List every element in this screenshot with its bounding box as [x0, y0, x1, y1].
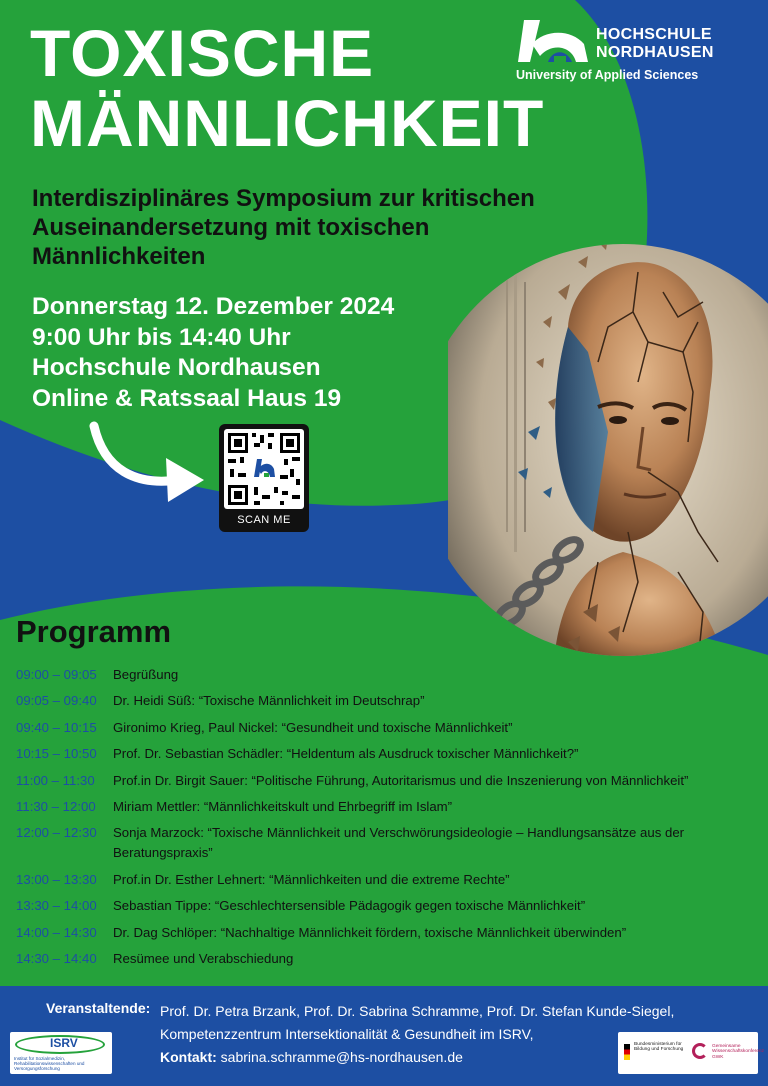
- funding-logos: [618, 1032, 764, 1074]
- schedule-time: 10:15 – 10:50: [16, 746, 97, 762]
- schedule-desc: Gironimo Krieg, Paul Nickel: “Gesundheit und toxische Männlichkeit”: [113, 719, 513, 735]
- schedule-desc: Miriam Mettler: “Männlichkeitskult und Ehrbegriff im Islam”: [113, 798, 453, 814]
- isrv-name: ISRV: [50, 1036, 78, 1050]
- subtitle-line-2: Auseinandersetzung mit toxischen: [32, 214, 430, 241]
- event-details: [32, 292, 394, 414]
- title-line-1: TOXISCHE: [30, 16, 375, 90]
- qr-code-icon[interactable]: [224, 429, 304, 509]
- schedule-time: 09:40 – 10:15: [16, 719, 97, 735]
- schedule-row: [16, 718, 766, 738]
- schedule-time: 14:30 – 14:40: [16, 950, 97, 966]
- schedule-time: 09:05 – 09:40: [16, 693, 97, 709]
- schedule-row: [16, 797, 766, 817]
- event-venue: Hochschule Nordhausen: [32, 354, 321, 381]
- event-date: Donnerstag 12. Dezember 2024: [32, 293, 395, 320]
- schedule-desc: Sonja Marzock: “Toxische Männlichkeit und Verschwörungsideologie – Handlungsansätze aus der Beratungspraxis”: [113, 825, 685, 861]
- schedule-row: [16, 665, 766, 685]
- schedule-time: 12:00 – 12:30: [16, 825, 97, 841]
- schedule-desc: Prof.in Dr. Esther Lehnert: “Männlichkeiten und die extreme Rechte”: [113, 871, 510, 887]
- organizers-line-1: Prof. Dr. Petra Brzank, Prof. Dr. Sabrina Schramme, Prof. Dr. Stefan Kunde-Siegel,: [160, 1003, 675, 1019]
- curved-arrow-icon: [86, 418, 216, 508]
- contact-label: Kontakt:: [160, 1049, 217, 1065]
- schedule-row: [16, 896, 766, 916]
- schedule-time: 09:00 – 09:05: [16, 667, 97, 682]
- event-time: 9:00 Uhr bis 14:40 Uhr: [32, 323, 291, 351]
- gwk-ring-icon: [692, 1043, 708, 1059]
- university-tagline: University of Applied Sciences: [516, 68, 699, 82]
- subtitle-line-3: Männlichkeiten: [32, 243, 206, 270]
- schedule-row: [16, 744, 766, 764]
- organizers-label: Veranstaltende:: [46, 1000, 151, 1016]
- schedule-desc: Begrüßung: [113, 667, 179, 682]
- university-name-line-1: HOCHSCHULE: [596, 26, 712, 43]
- isrv-description: Institut für Sozialmedizin, Rehabilitationswissenschaften und Versorgungsforschung: [14, 1056, 85, 1072]
- schedule-desc: Resümee und Verabschiedung: [113, 950, 294, 966]
- schedule-desc: Dr. Dag Schlöper: “Nachhaltige Männlichkeit fördern, toxische Männlichkeit überwinden”: [113, 924, 627, 940]
- schedule-time: 13:00 – 13:30: [16, 871, 97, 887]
- qr-pattern: [224, 429, 304, 509]
- schedule-time: 14:00 – 14:30: [16, 924, 97, 940]
- schedule-row: [16, 691, 766, 711]
- scan-me-label: SCAN ME: [237, 514, 291, 526]
- bmbf-text: Bundesministerium für Bildung und Forschung: [634, 1042, 684, 1053]
- schedule-list: [16, 665, 766, 975]
- schedule-row: [16, 823, 766, 863]
- schedule-time: 13:30 – 14:00: [16, 898, 97, 914]
- gwk-text: Gemeinsame Wissenschaftskonferenz GWK: [712, 1044, 764, 1060]
- qr-code[interactable]: [219, 424, 309, 532]
- isrv-logo: [10, 1032, 112, 1074]
- organizers-line-2: Kompetenzzentrum Intersektionalität & Gesundheit im ISRV,: [160, 1026, 534, 1042]
- subtitle-line-1: Interdisziplinäres Symposium zur kritischen: [32, 185, 535, 212]
- cracked-head-illustration: [448, 232, 768, 674]
- university-name-line-2: NORDHAUSEN: [596, 44, 714, 61]
- university-name: [596, 26, 714, 62]
- schedule-desc: Prof. Dr. Sebastian Schädler: “Heldentum als Ausdruck toxischer Männlichkeit?”: [113, 746, 579, 762]
- event-title: [30, 18, 544, 158]
- event-location: Online & Ratssaal Haus 19: [32, 384, 342, 412]
- schedule-desc: Dr. Heidi Süß: “Toxische Männlichkeit im Deutschrap”: [113, 693, 425, 709]
- schedule-time: 11:30 – 12:00: [16, 798, 96, 814]
- footer: [0, 986, 768, 1086]
- programm-heading: Programm: [16, 614, 172, 649]
- university-logo: [516, 18, 766, 88]
- contact-email-link[interactable]: sabrina.schramme@hs-nordhausen.de: [220, 1049, 463, 1065]
- schedule-desc: Sebastian Tippe: “Geschlechtersensible Pädagogik gegen toxische Männlichkeit”: [113, 898, 586, 914]
- schedule-desc: Prof.in Dr. Birgit Sauer: “Politische Führung, Autoritarismus und die Inszenierung von Männlichkeit”: [113, 772, 689, 788]
- schedule-row: [16, 870, 766, 890]
- schedule-row: [16, 949, 766, 969]
- hs-logo-mark-icon: [518, 20, 592, 70]
- schedule-row: [16, 771, 766, 791]
- schedule-row: [16, 923, 766, 943]
- title-line-2: MÄNNLICHKEIT: [30, 86, 545, 160]
- schedule-time: 11:00 – 11:30: [16, 772, 95, 788]
- german-flag-icon: [624, 1044, 630, 1060]
